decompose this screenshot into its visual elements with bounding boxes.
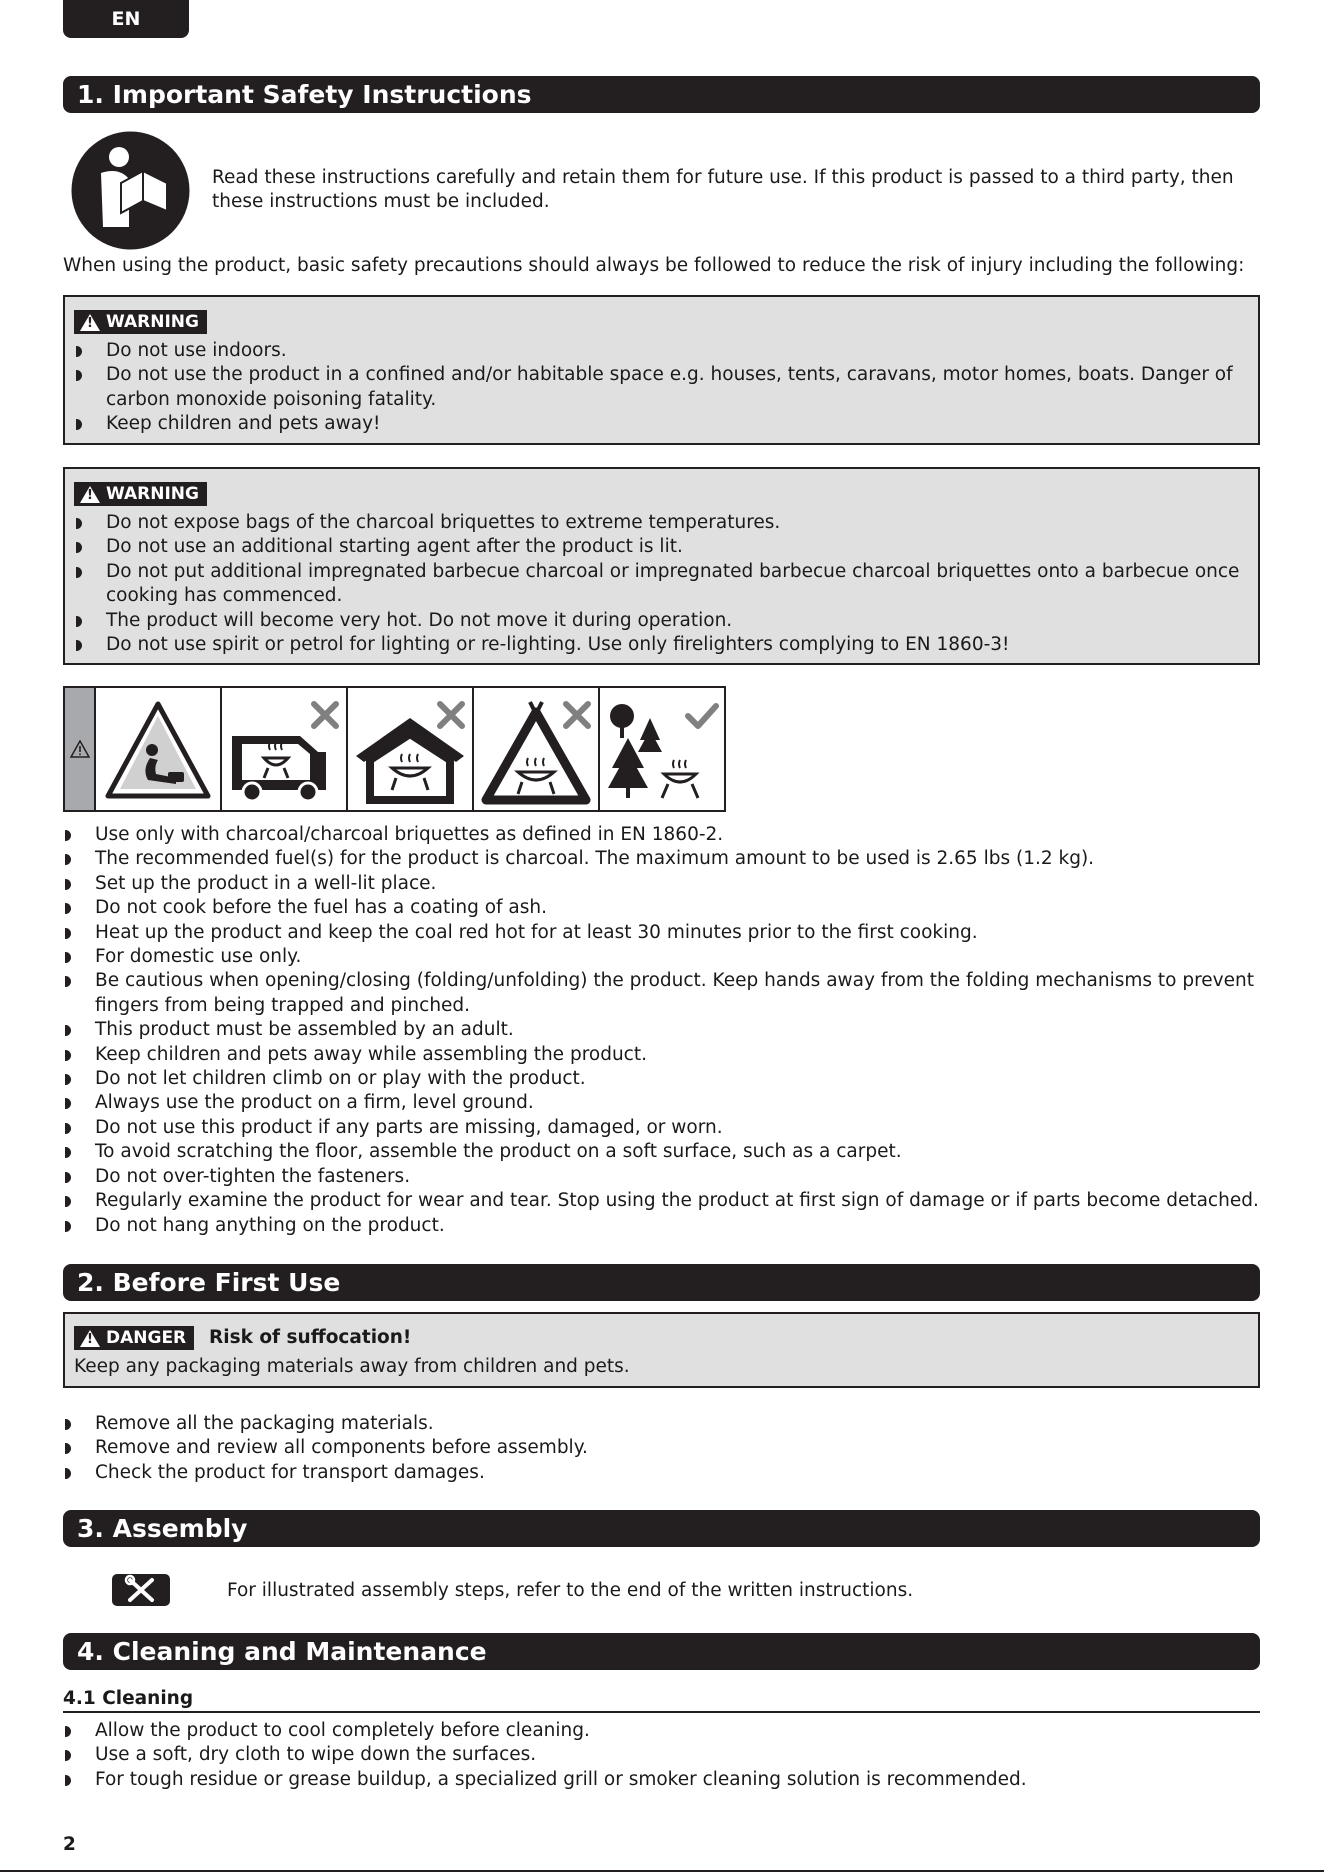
list-item: To avoid scratching the floor, assemble the product on a soft surface, such as a carpet. xyxy=(63,1140,1263,1164)
assembly-text: For illustrated assembly steps, refer to the end of the written instructions. xyxy=(227,1580,914,1601)
list-item: Do not expose bags of the charcoal briquettes to extreme temperatures. xyxy=(74,511,1244,535)
list-item: Do not use indoors. xyxy=(74,339,1244,363)
warning-label: WARNING xyxy=(106,312,199,332)
list-item: Do not use the product in a confined and/or habitable space e.g. houses, tents, caravans, motor homes, boats. Danger of carbon monoxide poisoning fatality. xyxy=(74,363,1244,412)
list-item: Do not use an additional starting agent after the product is lit. xyxy=(74,535,1244,559)
section-title-safety: 1. Important Safety Instructions xyxy=(63,76,1260,113)
list-item: Allow the product to cool completely before cleaning. xyxy=(63,1719,1263,1743)
list-item: Set up the product in a well-lit place. xyxy=(63,872,1263,896)
list-item: Do not let children climb on or play with the product. xyxy=(63,1067,1263,1091)
list-item: Use a soft, dry cloth to wipe down the surfaces. xyxy=(63,1743,1263,1767)
danger-label: DANGER xyxy=(106,1328,187,1348)
list-item: Keep children and pets away while assembling the product. xyxy=(63,1043,1263,1067)
page-number: 2 xyxy=(63,1834,76,1855)
list-item: Do not hang anything on the product. xyxy=(63,1214,1263,1238)
warning-badge xyxy=(74,482,207,506)
list-item: Keep children and pets away! xyxy=(74,412,1244,436)
warning-box-2 xyxy=(63,467,1260,665)
section-title-cleaning: 4. Cleaning and Maintenance xyxy=(63,1633,1260,1670)
safety-pictograms xyxy=(63,686,726,812)
list-item: The recommended fuel(s) for the product is charcoal. The maximum amount to be used is 2.65 lbs (1.2 kg). xyxy=(63,847,1263,871)
list-item: Remove all the packaging materials. xyxy=(63,1412,1263,1436)
danger-box xyxy=(63,1312,1260,1388)
no-vehicle-use-icon xyxy=(222,688,348,810)
before-first-use-list xyxy=(63,1412,1263,1485)
danger-text: Keep any packaging materials away from children and pets. xyxy=(74,1356,630,1377)
read-manual-icon xyxy=(71,131,190,250)
list-item: Do not put additional impregnated barbecue charcoal or impregnated barbecue charcoal briquettes onto a barbecue once cooking has commenced. xyxy=(74,560,1244,609)
pictogram-warning-strip xyxy=(65,688,96,810)
subsection-title-cleaning: 4.1 Cleaning xyxy=(63,1688,1260,1713)
danger-title: Risk of suffocation! xyxy=(209,1327,412,1348)
list-item: Do not use this product if any parts are missing, damaged, or worn. xyxy=(63,1116,1263,1140)
list-item: Remove and review all components before assembly. xyxy=(63,1436,1263,1460)
list-item: This product must be assembled by an adult. xyxy=(63,1018,1263,1042)
list-item: Regularly examine the product for wear and tear. Stop using the product at first sign of damage or if parts become detached. xyxy=(63,1189,1263,1213)
list-item: Always use the product on a firm, level ground. xyxy=(63,1091,1263,1115)
warning-label: WARNING xyxy=(106,484,199,504)
tools-icon xyxy=(112,1574,170,1606)
list-item: Do not cook before the fuel has a coating of ash. xyxy=(63,896,1263,920)
warning-box-1 xyxy=(63,295,1260,445)
warning-1-list xyxy=(74,339,1244,437)
safety-list xyxy=(63,823,1263,1238)
carbon-monoxide-warning-icon xyxy=(96,688,222,810)
small-warning-icon xyxy=(70,740,90,758)
list-item: Do not over-tighten the fasteners. xyxy=(63,1165,1263,1189)
list-item: The product will become very hot. Do not move it during operation. xyxy=(74,609,1244,633)
list-item: Use only with charcoal/charcoal briquettes as defined in EN 1860-2. xyxy=(63,823,1263,847)
read-instructions-text: Read these instructions carefully and retain them for future use. If this product is passed to a third party, then these instructions must be included. xyxy=(212,167,1234,212)
section-title-assembly: 3. Assembly xyxy=(63,1510,1260,1547)
danger-icon xyxy=(80,1330,100,1347)
list-item: For domestic use only. xyxy=(63,945,1263,969)
warning-icon xyxy=(80,486,100,503)
section-title-before-first-use: 2. Before First Use xyxy=(63,1264,1260,1301)
warning-badge xyxy=(74,310,207,334)
warning-2-list xyxy=(74,511,1244,657)
warning-icon xyxy=(80,314,100,331)
list-item: Do not use spirit or petrol for lighting or re-lighting. Use only firelighters complying to EN 1860-3! xyxy=(74,633,1244,657)
list-item: Be cautious when opening/closing (folding/unfolding) the product. Keep hands away from the folding mechanisms to prevent fingers from being trapped and pinched. xyxy=(63,969,1263,1018)
no-tent-use-icon xyxy=(474,688,600,810)
safety-intro-text: When using the product, basic safety precautions should always be followed to reduce the risk of injury including the following: xyxy=(63,255,1245,276)
list-item: For tough residue or grease buildup, a specialized grill or smoker cleaning solution is recommended. xyxy=(63,1768,1263,1792)
list-item: Heat up the product and keep the coal red hot for at least 30 minutes prior to the first cooking. xyxy=(63,921,1263,945)
list-item: Check the product for transport damages. xyxy=(63,1461,1263,1485)
no-indoor-use-icon xyxy=(348,688,474,810)
cleaning-list xyxy=(63,1719,1263,1792)
danger-badge xyxy=(74,1326,194,1350)
language-tab: EN xyxy=(63,0,189,38)
outdoor-use-allowed-icon xyxy=(600,688,724,810)
